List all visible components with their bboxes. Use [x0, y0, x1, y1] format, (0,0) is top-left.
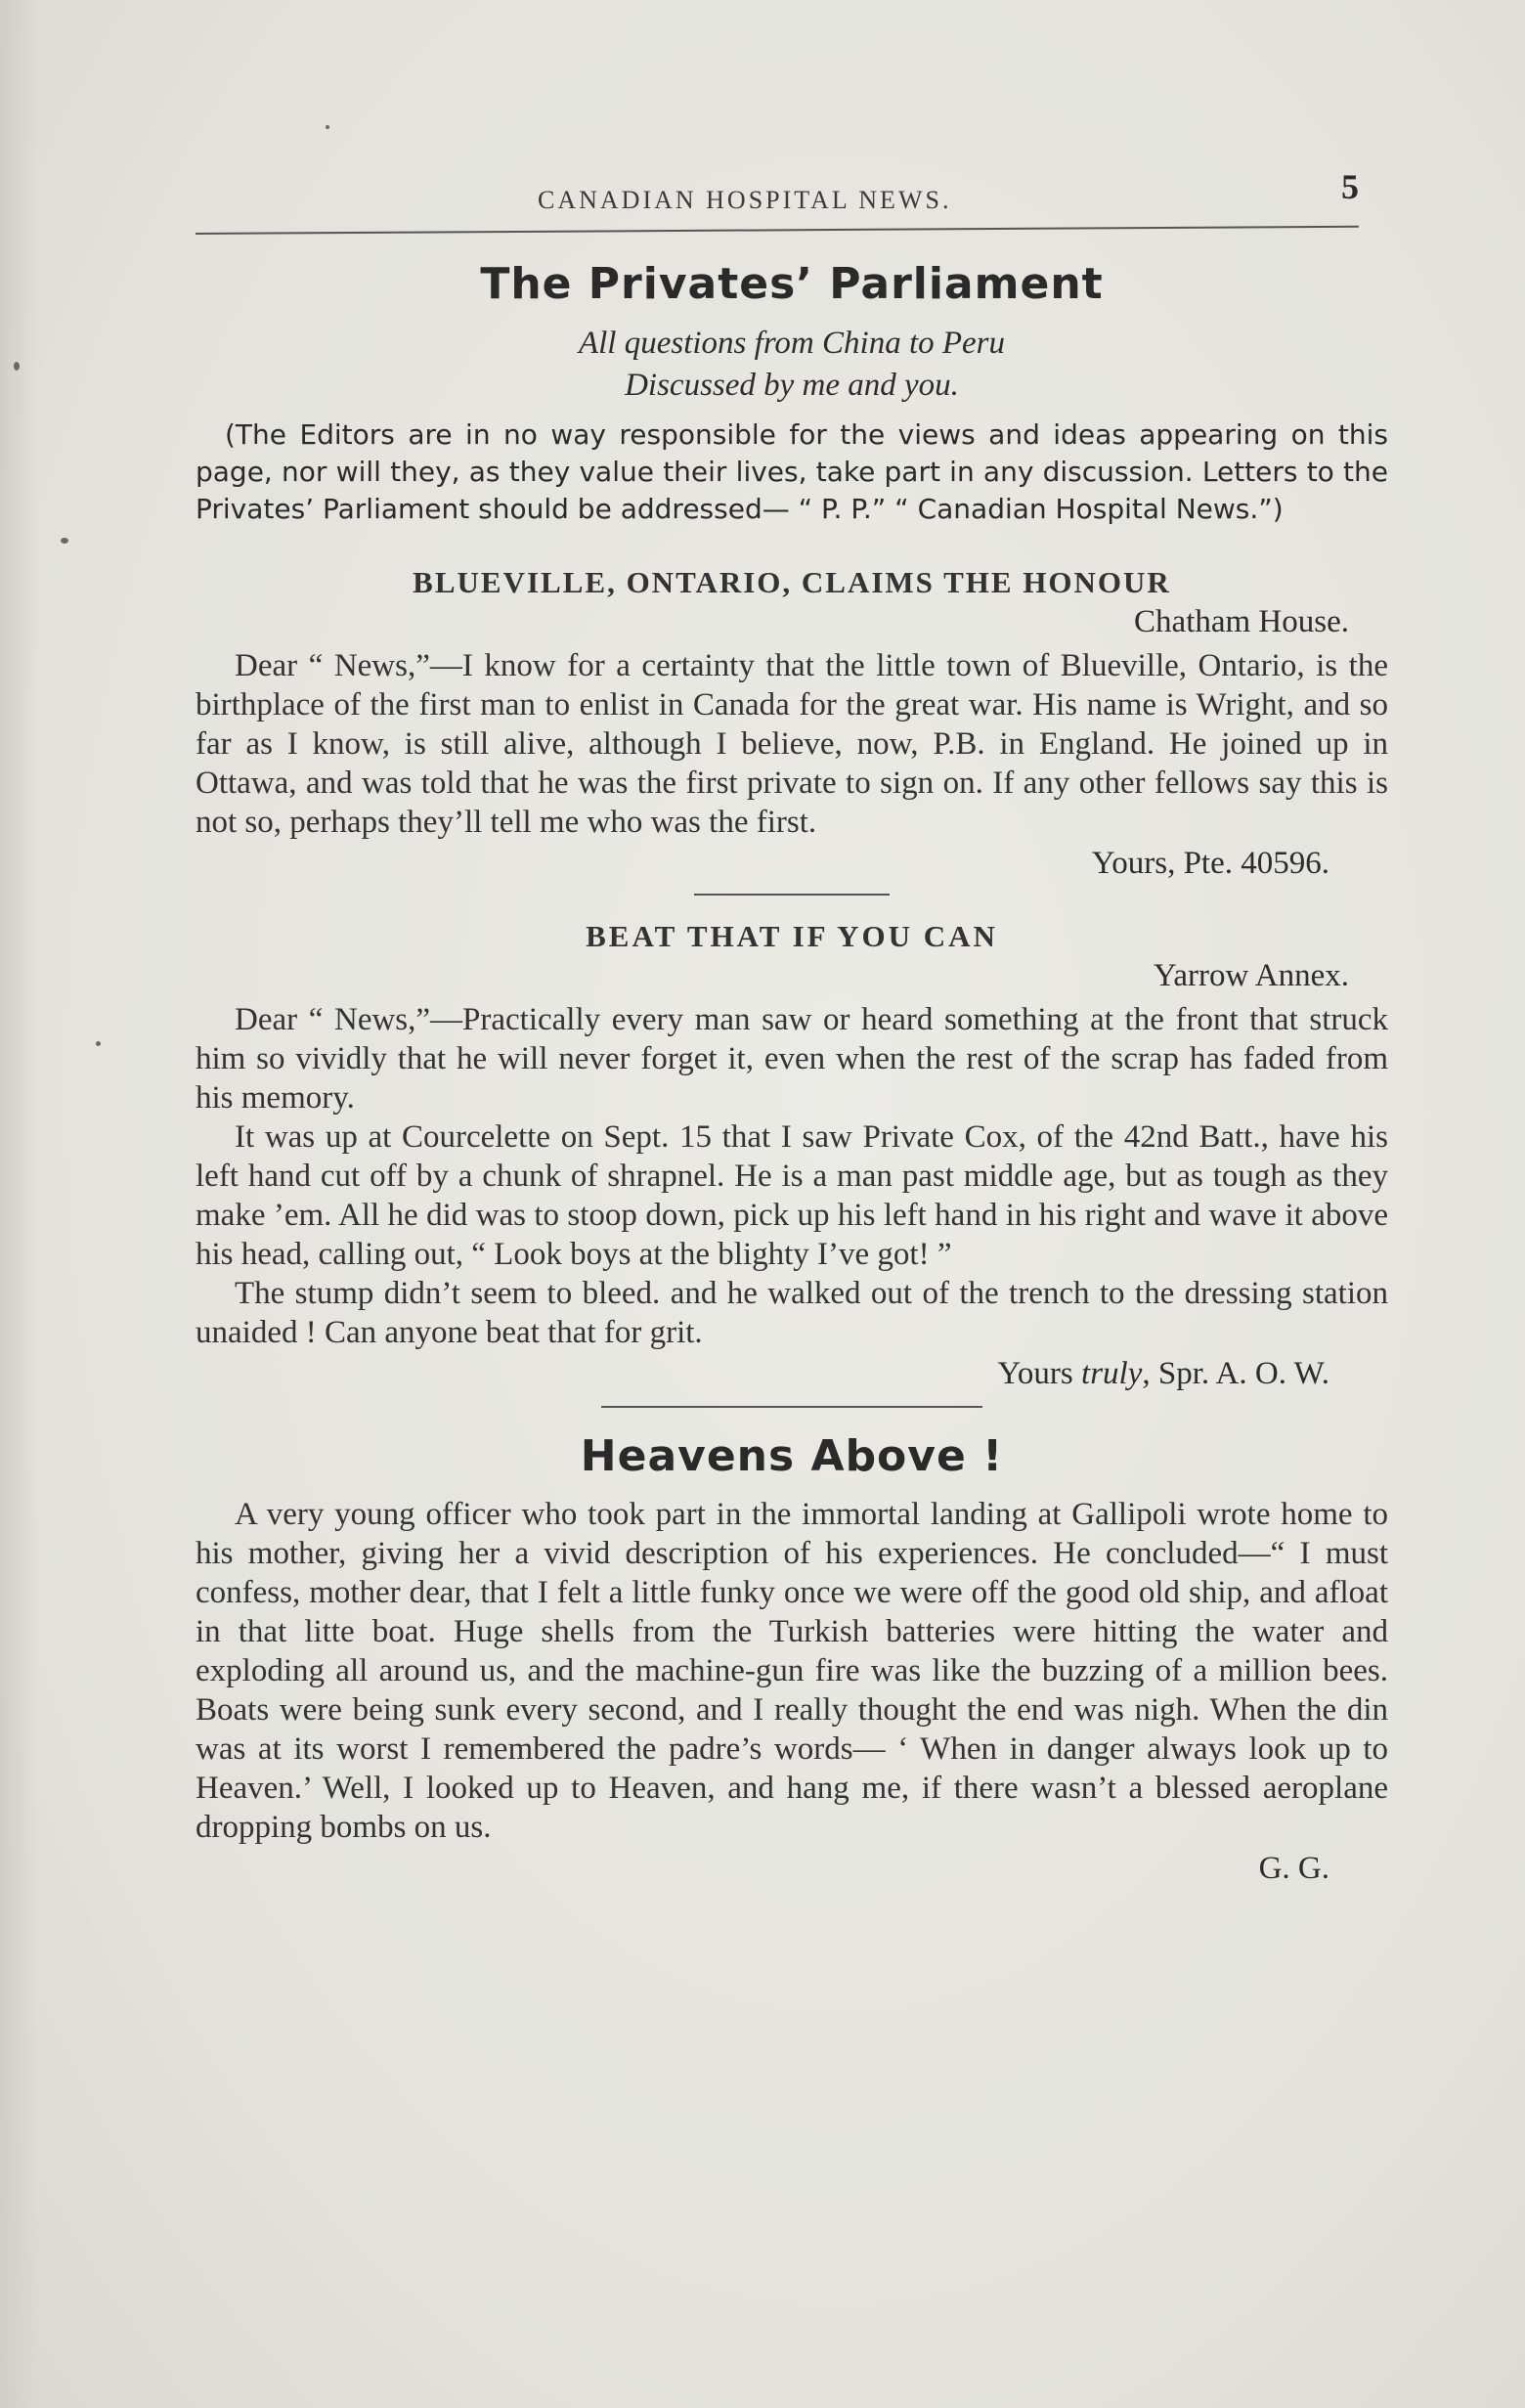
letter-location: Yarrow Annex.	[1153, 958, 1349, 993]
epigraph-line: Discussed by me and you.	[625, 368, 959, 403]
letter-paragraph: It was up at Courcelette on Sept. 15 that I saw Private Cox, of the 42nd Batt., have his left hand cut off by a chunk of shrapnel. He is a man past middle age, but as tough as they make ’em. All he did was to stoop down, pick up his left hand in his right and wave it above his head, calling out, “ Look boys at the blighty I’ve got! ”	[196, 1119, 1388, 1272]
ink-speck	[96, 1041, 101, 1046]
epigraph-line: All questions from China to Peru	[578, 326, 1006, 361]
article-heavens-above	[196, 1431, 1388, 1887]
divider-rule	[694, 894, 890, 896]
signature-italic: truly	[1081, 1356, 1143, 1391]
letter-location: Chatham House.	[1134, 604, 1349, 639]
signature-text: Yours	[997, 1356, 1082, 1391]
letter-blueville	[196, 565, 1388, 882]
section-title-privates-parliament: The Privates’ Parliament	[480, 259, 1104, 309]
letter-signature: Yours, Pte. 40596.	[1091, 846, 1329, 881]
letter-signature	[196, 1356, 1329, 1392]
letter-beat-that	[196, 919, 1388, 1392]
running-title: CANADIAN HOSPITAL NEWS.	[538, 186, 952, 214]
header-rule	[196, 226, 1359, 235]
ink-speck	[326, 125, 329, 129]
article-signature: G. G.	[1258, 1851, 1329, 1886]
letter-body: Dear “ News,”—I know for a certainty that the little town of Blueville, Ontario, is the birthplace of the first man to enlist in Canada for the great war. His name is Wright, and so far as I know, is still alive, although I believe, now, P.B. in England. He joined up in Ottawa, and was told that he was the first private to sign on. If any other fellows say this is not so, perhaps they’ll tell me who was the first.	[196, 648, 1388, 840]
editor-note: (The Editors are in no way responsible for the views and ideas appearing on this page, nor will they, as they value their lives, take part in any discussion. Letters to the Privates’ Parliament should be addressed— “ P. P.” “ Canadian Hospital News.”)	[196, 418, 1388, 525]
letter-paragraph: The stump didn’t seem to bleed. and he walked out of the trench to the dressing station unaided ! Can anyone beat that for grit.	[196, 1276, 1388, 1350]
page-content	[196, 249, 1388, 1899]
page-number: 5	[1341, 167, 1359, 206]
running-head	[196, 166, 1359, 225]
divider-rule	[601, 1406, 982, 1408]
letter-paragraph: Dear “ News,”—Practically every man saw or heard something at the front that struck him so vividly that he will never forget it, even when the rest of the scrap has faded from his memory.	[196, 1002, 1388, 1116]
letter-heading: BEAT THAT IF YOU CAN	[586, 919, 998, 953]
signature-text: , Spr. A. O. W.	[1142, 1356, 1329, 1391]
letter-heading: BLUEVILLE, ONTARIO, CLAIMS THE HONOUR	[413, 565, 1171, 599]
ink-speck	[61, 538, 68, 544]
section-title-heavens-above: Heavens Above !	[580, 1431, 1004, 1481]
epigraph	[196, 323, 1388, 407]
ink-speck	[14, 362, 20, 371]
article-body: A very young officer who took part in the immortal landing at Gallipoli wrote home to his mother, giving her a vivid description of his experiences. He concluded—“ I must confess, mother dear, that I felt a little funky once we were off the good old ship, and afloat in that litte boat. Huge shells from the Turkish batteries were hitting the water and exploding all around us, and the machine-gun fire was like the buzzing of a million bees. Boats were being sunk every second, and I really thought the end was nigh. When the din was at its worst I remembered the padre’s words— ‘ When in danger always look up to Heaven.’ Well, I looked up to Heaven, and hang me, if there wasn’t a blessed aeroplane dropping bombs on us.	[196, 1497, 1388, 1845]
